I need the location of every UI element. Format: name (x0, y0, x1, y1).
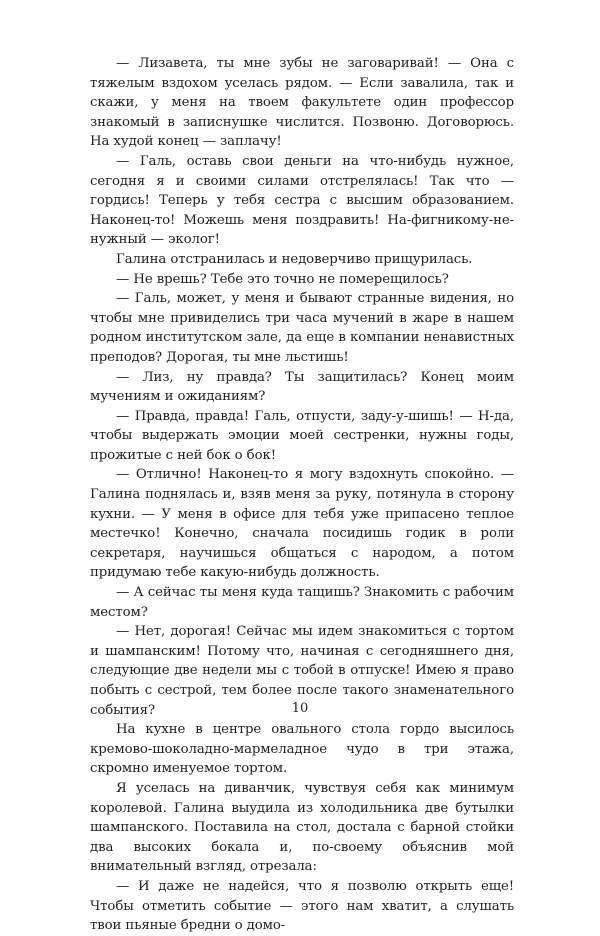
paragraph-7: — Правда, правда! Галь, отпусти, заду-у-шишь! — Н-да, чтобы выдержать эмоции моей сестренки, нужны годы, прожитые с ней бок о бок! (90, 408, 514, 463)
paragraph-8: — Отлично! Наконец-то я могу вздохнуть спокойно. — Галина поднялась и, взяв меня за руку, потянула в сторону кухни. — У меня в офисе для тебя уже припасено теплое местечко! Конечно, сначала посидишь годик в роли секретаря, научишься общаться с народом, а потом придумаю тебе какую-нибудь должность. (90, 467, 514, 581)
paragraph-4: — Не врешь? Тебе это точно не померещилось? (116, 271, 449, 287)
paragraph-9: — А сейчас ты меня куда тащишь? Знакомить с рабочим местом? (90, 585, 514, 620)
paragraph-2: — Галь, оставь свои деньги на что-нибудь нужное, сегодня я и своими силами отстрелялась! Так что — гордись! Теперь у тебя сестра с высшим образованием. Наконец-то! Можешь меня поздравить! На-фигникому-не-нужный — эколог! (90, 153, 514, 248)
page-body (90, 54, 514, 936)
paragraph-3: Галина отстранилась и недоверчиво прищурилась. (116, 251, 473, 267)
paragraph-13: — И даже не надейся, что я позволю открыть еще! Чтобы отметить событие — этого нам хватит, а слушать твои пьяные бредни о домо- (90, 878, 514, 934)
paragraph-10: — Нет, дорогая! Сейчас мы идем знакомиться с тортом и шампанским! Потому что, начиная с сегодняшнего дня, следующие две недели мы с тобой в отпуске! Имею я право побыть с сестрой, тем более после такого знаменательного события? (90, 624, 514, 718)
paragraph-12: Я уселась на диванчик, чувствуя себя как минимум королевой. Галина выудила из холодильника две бутылки шампанского. Поставила на стол, достала с барной стойки два высоких бокала и, по-своему объяснив мой внимательный взгляд, отрезала: (90, 780, 514, 875)
paragraph-5: — Галь, может, у меня и бывают странные видения, но чтобы мне привиделись три часа мучений в жаре в нашем родном институтском зале, да еще в компании ненавистных преподов? Дорогая, ты мне льстишь! (90, 291, 514, 365)
paragraph-6: — Лиз, ну правда? Ты защитилась? Конец моим мучениям и ожиданиям? (90, 369, 514, 405)
page-number: 10 (291, 701, 309, 716)
paragraph-1: — Лизавета, ты мне зубы не заговаривай! — Она с тяжелым вздохом уселась рядом. — Если завалила, так и скажи, у меня на твоем факультете один профессор знакомый в записнушке числится. Позвоню. Договорюсь. На худой конец — заплачу! (90, 56, 514, 150)
paragraph-11: На кухне в центре овального стола гордо высилось кремово-шоколадно-мармеладное чудо в три этажа, скромно именуемое тортом. (90, 722, 514, 777)
